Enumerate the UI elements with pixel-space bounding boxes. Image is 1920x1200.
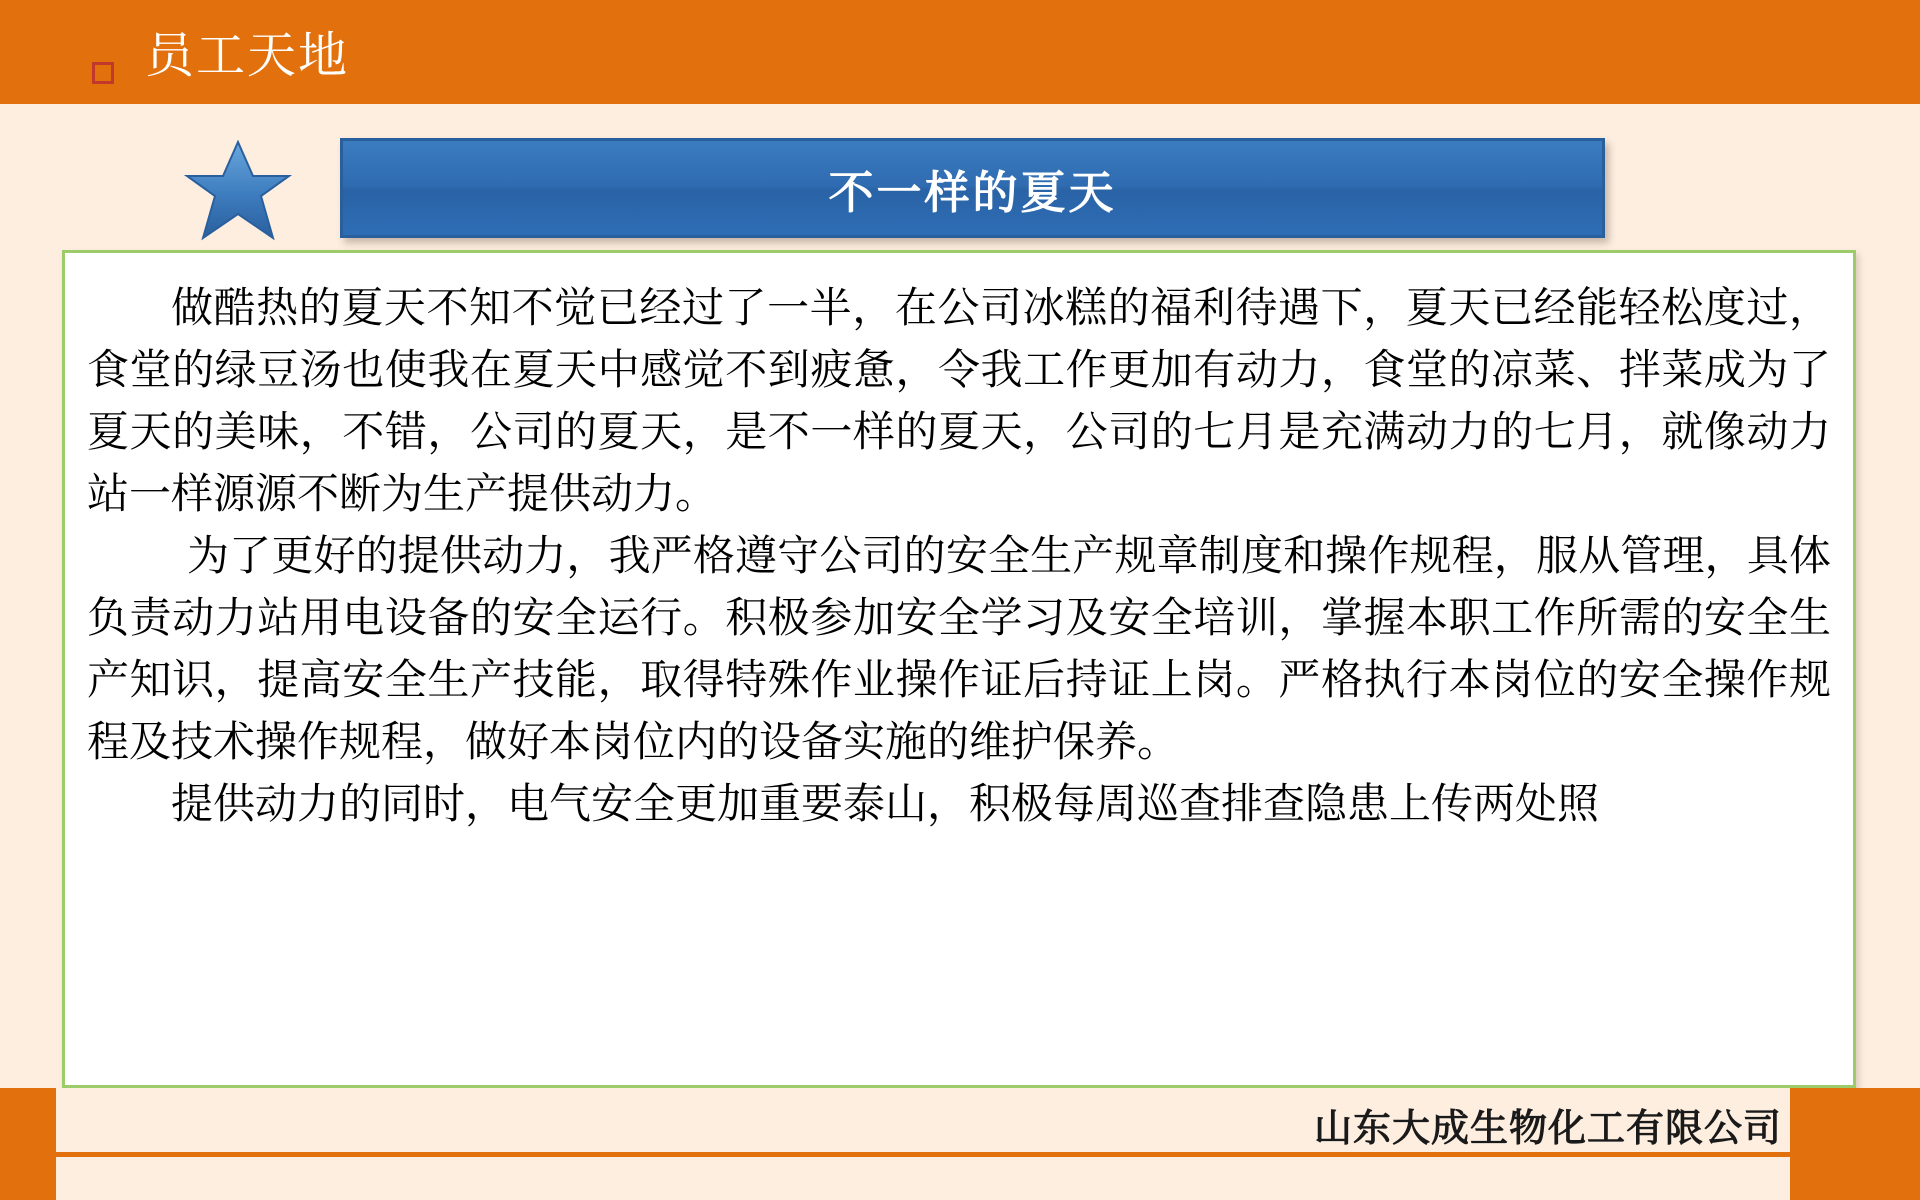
page-title: 员工天地: [145, 29, 350, 83]
content-text-area: [75, 261, 1843, 1077]
company-name: 山东大成生物化工有限公司: [1313, 1108, 1782, 1150]
footer-accent-right: [1790, 1088, 1920, 1200]
footer-accent-left: [0, 1088, 56, 1200]
section-banner: [340, 138, 1605, 238]
six-point-star-icon: [183, 140, 293, 244]
content-box: [62, 250, 1856, 1088]
paragraph-2: 为了更好的提供动力，我严格遵守公司的安全生产规章制度和操作规程，服从管理，具体负责动力站用电设备的安全运行。积极参加安全学习及安全培训，掌握本职工作所需的安全生产知识，提高安全生产技能，取得特殊作业操作证后持证上岗。严格执行本岗位的安全操作规程及技术操作规程，做好本岗位内的设备实施的维护保养。: [87, 531, 1831, 766]
paragraph-3: 提供动力的同时，电气安全更加重要泰山，积极每周巡查排查隐患上传两处照: [171, 779, 1600, 828]
header-bar: [0, 0, 1920, 104]
square-bullet-icon: [92, 62, 114, 84]
banner-title: 不一样的夏天: [828, 166, 1117, 218]
paragraph-1: 做酷热的夏天不知不觉已经过了一半，在公司冰糕的福利待遇下，夏天已经能轻松度过，食堂的绿豆汤也使我在夏天中感觉不到疲惫，令我工作更加有动力，食堂的凉菜、拌菜成为了夏天的美味，不错，公司的夏天，是不一样的夏天，公司的七月是充满动力的七月，就像动力站一样源源不断为生产提供动力。: [87, 283, 1831, 518]
